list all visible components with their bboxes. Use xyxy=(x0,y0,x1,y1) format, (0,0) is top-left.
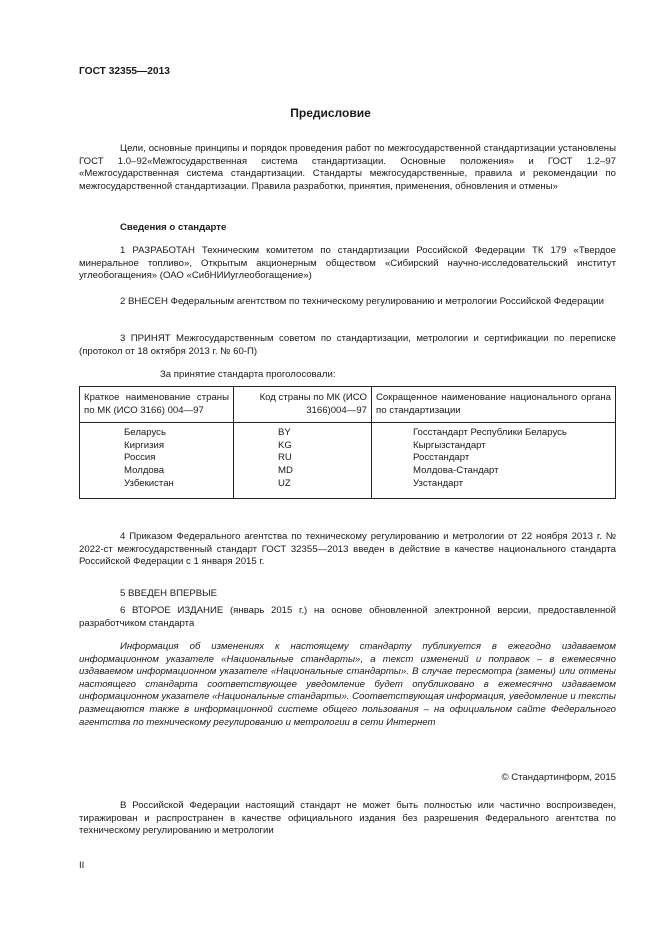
copyright: © Стандартинформ, 2015 xyxy=(501,772,616,783)
national-body: Кыргызстандарт xyxy=(372,440,616,453)
country-name: Россия xyxy=(80,452,234,465)
item-4-order: 4 Приказом Федерального агентства по техническому регулированию и метрологии от 22 ноября 2013 г. № 2022-ст межгосударственный стандарт ГОСТ 32355—2013 введен в действие в качестве национального стандарта Российской Федерации с 1 января 2015 г. xyxy=(79,531,616,568)
country-code: BY xyxy=(234,423,372,440)
table-row xyxy=(80,440,616,453)
item-2-introduced: 2 ВНЕСЕН Федеральным агентством по техническому регулированию и метрологии Российской Федерации xyxy=(120,296,605,307)
item-3-adopted: 3 ПРИНЯТ Межгосударственным советом по стандартизации, метрологии и сертификации по переписке (протокол от 18 октября 2013 г. № 60-П) xyxy=(79,333,616,357)
item-6-second-edition: 6 ВТОРОЕ ИЗДАНИЕ (январь 2015 г.) на основе обновленной электронной версии, предоставленной разработчиком стандарта xyxy=(79,605,616,629)
header-country-code: Код страны по МК (ИСО 3166)004—97 xyxy=(234,387,372,423)
foreword-title: Предисловие xyxy=(290,106,371,120)
vote-table xyxy=(79,386,616,499)
item-5-first-introduced: 5 ВВЕДЕН ВПЕРВЫЕ xyxy=(120,588,218,599)
country-code: MD xyxy=(234,465,372,478)
table-row xyxy=(80,452,616,465)
country-name: Киргизия xyxy=(80,440,234,453)
intro-paragraph: Цели, основные принципы и порядок проведения работ по межгосударственной стандартизации установлены ГОСТ 1.0–92«Межгосударственная система стандартизации. Основные положения» и ГОСТ 1.2–97 «Межгосударственная система стандартизации. Стандарты межгосударственные, правила и рекомендации по межгосударственной стандартизации. Правила разработки, принятия, применения, обновления и отмены» xyxy=(79,143,616,192)
country-code: UZ xyxy=(234,478,372,499)
table-row xyxy=(80,465,616,478)
running-header: ГОСТ 32355—2013 xyxy=(79,66,170,77)
table-row xyxy=(80,478,616,499)
header-national-body: Сокращенное наименование национального органа по стандартизации xyxy=(372,387,616,423)
national-body: Молдова-Стандарт xyxy=(372,465,616,478)
amendments-notice: Информация об изменениях к настоящему стандарту публикуется в ежегодно издаваемом информационном указателе «Национальные стандарты», а текст изменений и поправок – в ежемесячно издаваемом информационном указателе «Национальные стандарты». В случае пересмотра (замены) или отмены настоящего стандарта соответствующее уведомление будет опубликовано в ежемесячно издаваемом информационном указателе «Национальные стандарты». Соответствующая информация, уведомление и тексты размещаются также в информационной системе общего пользования – на официальном сайте Федерального агентства по техническому регулированию и метрологии в сети Интернет xyxy=(79,641,616,728)
header-country-name: Краткое наименование страны по МК (ИСО 3166) 004—97 xyxy=(80,387,234,423)
page-number: II xyxy=(79,860,85,871)
national-body: Росстандарт xyxy=(372,452,616,465)
national-body: Госстандарт Республики Беларусь xyxy=(372,423,616,440)
country-name: Молдова xyxy=(80,465,234,478)
info-heading: Сведения о стандарте xyxy=(120,222,227,233)
country-code: RU xyxy=(234,452,372,465)
vote-table-header-row xyxy=(80,387,616,423)
national-body: Узстандарт xyxy=(372,478,616,499)
country-code: KG xyxy=(234,440,372,453)
table-row xyxy=(80,423,616,440)
country-name: Беларусь xyxy=(80,423,234,440)
reproduction-notice: В Российской Федерации настоящий стандарт не может быть полностью или частично воспроизведен, тиражирован и распространен в качестве официального издания без разрешения Федерального агентства по техническому регулированию и метрологии xyxy=(79,800,616,837)
item-1-developed: 1 РАЗРАБОТАН Техническим комитетом по стандартизации Российской Федерации ТК 179 «Твердое минеральное топливо», Открытым акционерным обществом «Сибирский научно-исследовательский институт углеобогащения» (ОАО «СибНИИуглеобогащение») xyxy=(79,245,616,282)
country-name: Узбекистан xyxy=(80,478,234,499)
vote-caption: За принятие стандарта проголосовали: xyxy=(160,369,336,380)
